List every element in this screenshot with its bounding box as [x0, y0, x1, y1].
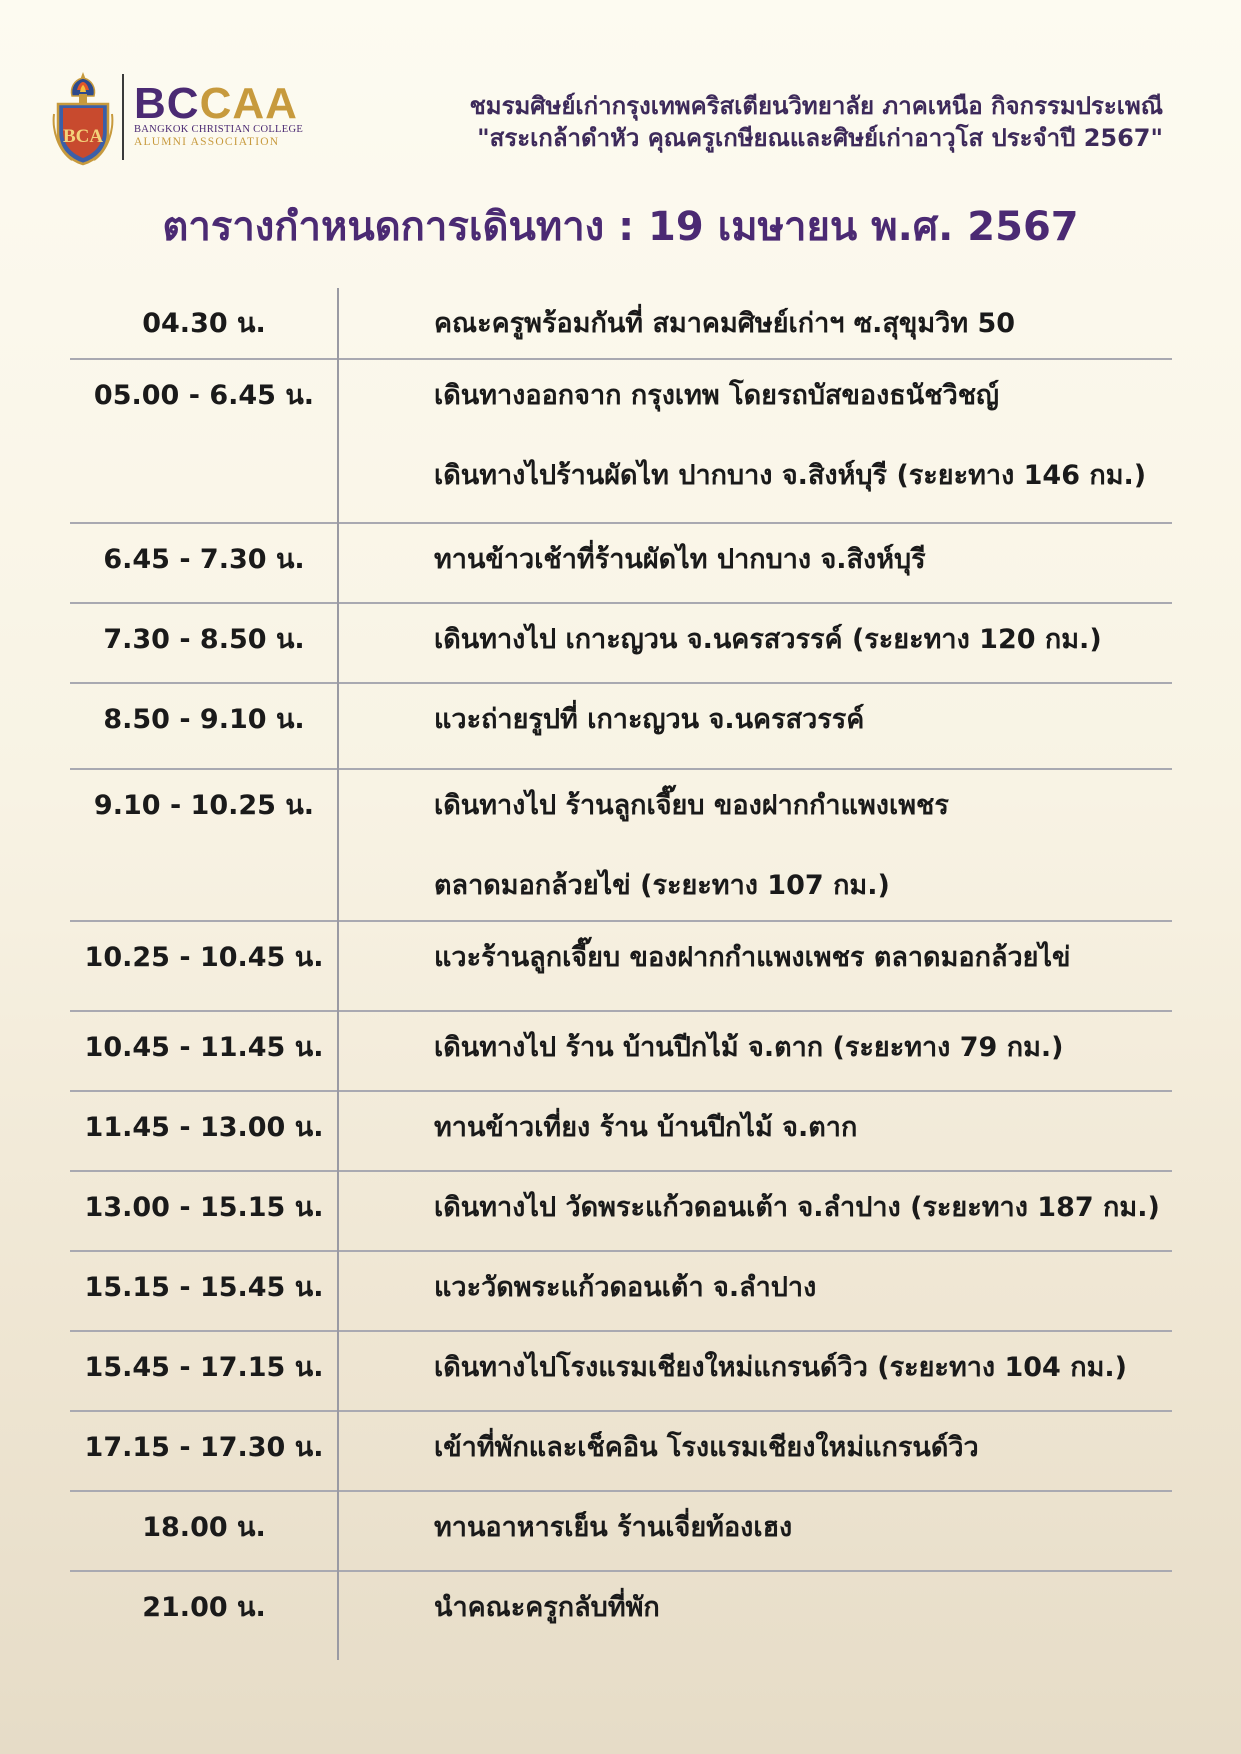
- schedule-row: [70, 1492, 1172, 1572]
- schedule-time: 9.10 - 10.25 น.: [93, 790, 315, 821]
- schedule-time: 13.00 - 15.15 น.: [84, 1192, 324, 1223]
- schedule-activity: [338, 1572, 1172, 1654]
- organization-heading: [469, 90, 1163, 154]
- activity-line: ตลาดมอกล้วยไข่ (ระยะทาง 107 กม.): [434, 870, 890, 901]
- schedule-row: [70, 288, 1172, 360]
- activity-line: เดินทางไปโรงแรมเชียงใหม่แกรนด์วิว (ระยะทาง 104 กม.): [434, 1352, 1127, 1383]
- schedule-row: [70, 524, 1172, 604]
- schedule-row: [70, 604, 1172, 684]
- activity-line: เดินทางไปร้านผัดไท ปากบาง จ.สิงห์บุรี (ระยะทาง 146 กม.): [434, 460, 1147, 491]
- schedule-activity: [338, 770, 1172, 920]
- schedule-row: [70, 770, 1172, 922]
- schedule-activity: [338, 1012, 1172, 1090]
- schedule-row: [70, 1572, 1172, 1654]
- activity-line: ทานข้าวเที่ยง ร้าน บ้านปีกไม้ จ.ตาก: [434, 1112, 858, 1143]
- schedule-row: [70, 1172, 1172, 1252]
- schedule-time: 04.30 น.: [142, 308, 266, 339]
- school-crest-icon: [52, 70, 114, 166]
- activity-line: เดินทางไป วัดพระแก้วดอนเต้า จ.ลำปาง (ระยะทาง 187 กม.): [434, 1192, 1160, 1223]
- schedule-time: 10.25 - 10.45 น.: [84, 942, 324, 973]
- activity-line: เดินทางไป เกาะญวน จ.นครสวรรค์ (ระยะทาง 120 กม.): [434, 624, 1102, 655]
- schedule-time: 15.15 - 15.45 น.: [84, 1272, 324, 1303]
- schedule-activity: [338, 604, 1172, 682]
- schedule-activity: [338, 684, 1172, 768]
- logo-divider: [122, 74, 124, 160]
- schedule-activity: [338, 922, 1172, 1010]
- activity-line: เข้าที่พักและเช็คอิน โรงแรมเชียงใหม่แกรนด์วิว: [434, 1432, 979, 1463]
- schedule-row: [70, 1012, 1172, 1092]
- schedule-time: 15.45 - 17.15 น.: [84, 1352, 324, 1383]
- schedule-time: 6.45 - 7.30 น.: [103, 544, 305, 575]
- schedule-row: [70, 1092, 1172, 1172]
- org-line-2: "สระเกล้าดำหัว คุณครูเกษียณและศิษย์เก่าอาวุโส ประจำปี 2567": [477, 124, 1163, 152]
- activity-line: แวะวัดพระแก้วดอนเต้า จ.ลำปาง: [434, 1272, 817, 1303]
- schedule-time: 10.45 - 11.45 น.: [84, 1032, 324, 1063]
- activity-line: คณะครูพร้อมกันที่ สมาคมศิษย์เก่าฯ ซ.สุขุมวิท 50: [434, 308, 1016, 339]
- schedule-row: [70, 360, 1172, 524]
- schedule-activity: [338, 1252, 1172, 1330]
- page-title: ตารางกำหนดการเดินทาง : 19 เมษายน พ.ศ. 2567: [162, 204, 1079, 250]
- schedule-activity: [338, 1492, 1172, 1570]
- schedule-time: 05.00 - 6.45 น.: [93, 380, 315, 411]
- activity-line: เดินทางออกจาก กรุงเทพ โดยรถบัสของธนัชวิชญ์: [434, 380, 1000, 411]
- logo-wordmark: BCCAA: [134, 79, 298, 128]
- activity-line: แวะถ่ายรูปที่ เกาะญวน จ.นครสวรรค์: [434, 704, 865, 735]
- schedule-time: 8.50 - 9.10 น.: [103, 704, 305, 735]
- header: [0, 0, 1241, 180]
- activity-line: ทานข้าวเช้าที่ร้านผัดไท ปากบาง จ.สิงห์บุรี: [434, 544, 926, 575]
- bccaa-logo: [134, 79, 314, 149]
- schedule-row: [70, 922, 1172, 1012]
- schedule-time: 11.45 - 13.00 น.: [84, 1112, 324, 1143]
- activity-line: เดินทางไป ร้านลูกเจี๊ยบ ของฝากกำแพงเพชร: [434, 790, 949, 821]
- schedule-table: [70, 288, 1172, 1654]
- activity-line: ทานอาหารเย็น ร้านเจี่ยท้องเฮง: [434, 1512, 793, 1543]
- schedule-activity: [338, 1092, 1172, 1170]
- logo-subtitle-1: BANGKOK CHRISTIAN COLLEGE: [134, 124, 304, 135]
- activity-line: แวะร้านลูกเจี๊ยบ ของฝากกำแพงเพชร ตลาดมอกล้วยไข่: [434, 942, 1071, 973]
- schedule-activity: [338, 1412, 1172, 1490]
- schedule-row: [70, 1252, 1172, 1332]
- schedule-activity: [338, 360, 1172, 522]
- schedule-row: [70, 1412, 1172, 1492]
- column-divider: [337, 288, 339, 1660]
- org-line-1: ชมรมศิษย์เก่ากรุงเทพคริสเตียนวิทยาลัย ภาคเหนือ กิจกรรมประเพณี: [469, 92, 1163, 120]
- schedule-row: [70, 684, 1172, 770]
- schedule-time: 18.00 น.: [142, 1512, 266, 1543]
- activity-line: นำคณะครูกลับที่พัก: [434, 1592, 660, 1623]
- schedule-activity: [338, 1332, 1172, 1410]
- activity-line: เดินทางไป ร้าน บ้านปีกไม้ จ.ตาก (ระยะทาง 79 กม.): [434, 1032, 1064, 1063]
- schedule-time: 21.00 น.: [142, 1592, 266, 1623]
- schedule-time: 17.15 - 17.30 น.: [84, 1432, 324, 1463]
- schedule-row: [70, 1332, 1172, 1412]
- schedule-time: 7.30 - 8.50 น.: [103, 624, 305, 655]
- logo-subtitle-2: ALUMNI ASSOCIATION: [134, 136, 280, 148]
- crest-text: BCA: [62, 126, 104, 147]
- schedule-activity: [338, 1172, 1172, 1250]
- schedule-activity: [338, 524, 1172, 602]
- schedule-activity: [338, 288, 1172, 358]
